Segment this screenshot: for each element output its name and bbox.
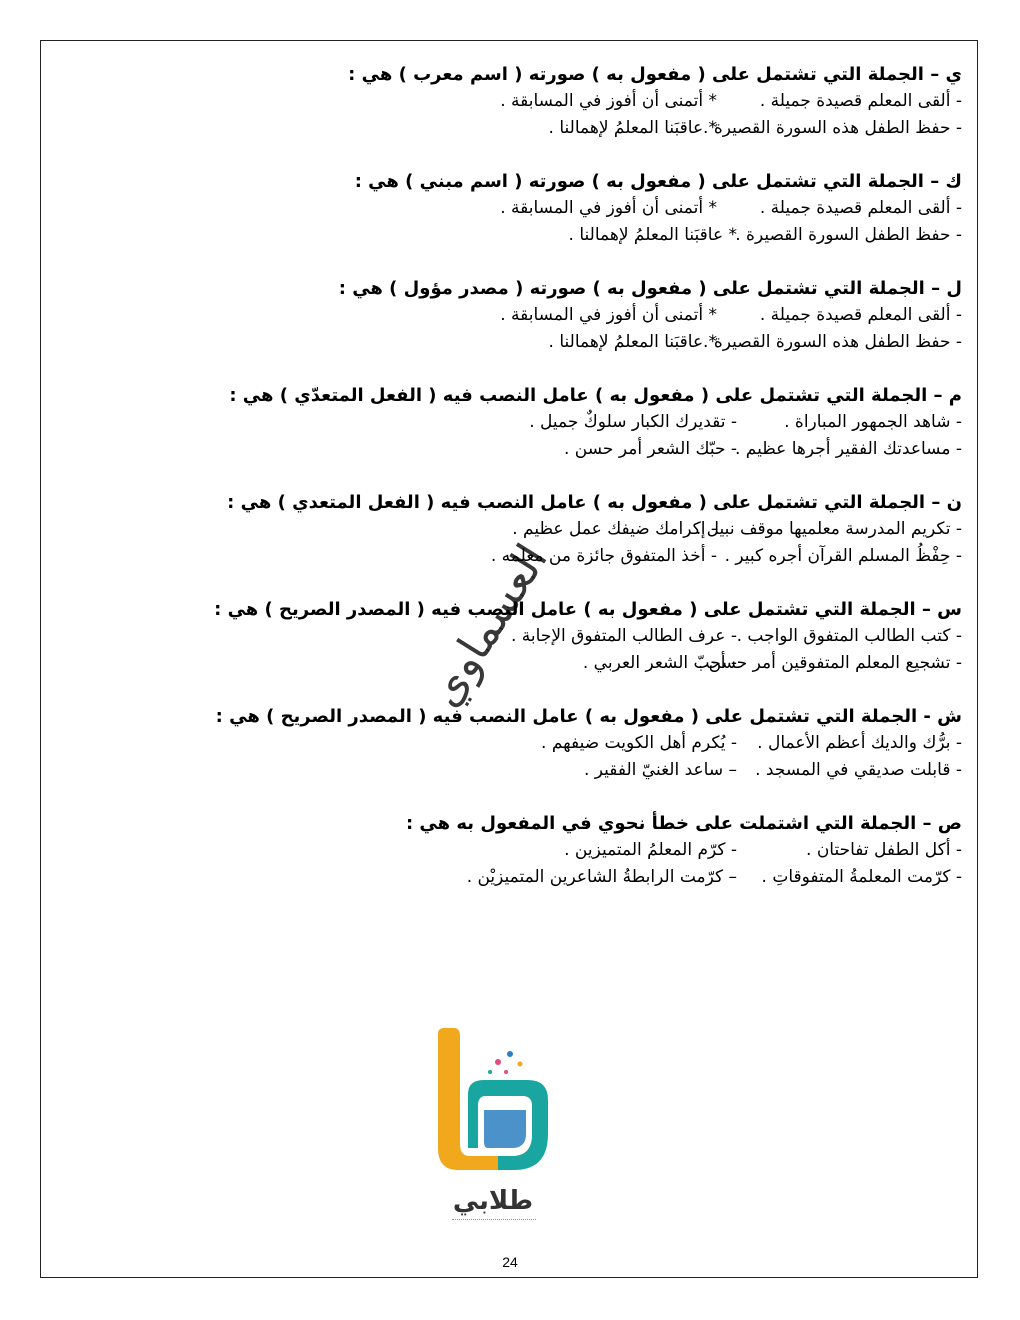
question-block bbox=[202, 62, 962, 142]
question-title: ن – الجملة التي تشتمل على ( مفعول به ) عامل النصب فيه ( الفعل المتعدي ) هي : bbox=[227, 492, 962, 513]
option-row bbox=[202, 195, 962, 222]
option-item: - ألقى المعلم قصيدة جميلة . bbox=[759, 198, 962, 218]
option-item: - ألقى المعلم قصيدة جميلة . bbox=[759, 305, 962, 325]
option-row bbox=[202, 730, 962, 757]
option-item: - إكرامك ضيفك عمل عظيم . bbox=[512, 519, 717, 539]
option-row bbox=[202, 436, 962, 463]
question-block bbox=[202, 383, 962, 463]
questions-list bbox=[202, 62, 962, 918]
option-row bbox=[202, 302, 962, 329]
option-item: - برُّك والديك أعظم الأعمال . bbox=[757, 733, 962, 753]
talabi-logo bbox=[428, 1024, 578, 1224]
option-row bbox=[202, 623, 962, 650]
option-row bbox=[202, 864, 962, 891]
question-title: ل – الجملة التي تشتمل على ( مفعول به ) صورته ( مصدر مؤول ) هي : bbox=[338, 278, 962, 299]
question-block bbox=[202, 169, 962, 249]
question-block bbox=[202, 597, 962, 677]
option-item: * أتمنى أن أفوز في المسابقة . bbox=[500, 198, 717, 218]
question-block bbox=[202, 811, 962, 891]
option-item: - عرف الطالب المتفوق الإجابة . bbox=[511, 626, 737, 646]
option-item: - حفظ الطفل هذه السورة القصيرة . bbox=[703, 118, 962, 138]
option-item: * أتمنى أن أفوز في المسابقة . bbox=[500, 305, 717, 325]
option-item: - حفظ الطفل هذه السورة القصيرة . bbox=[703, 332, 962, 352]
logo-mark-icon bbox=[428, 1024, 558, 1184]
question-title: م – الجملة التي تشتمل على ( مفعول به ) عامل النصب فيه ( الفعل المتعدّي ) هي : bbox=[229, 385, 962, 406]
question-title: س – الجملة التي تشتمل على ( مفعول به ) عامل النصب فيه ( المصدر الصريح ) هي : bbox=[214, 599, 962, 620]
question-block bbox=[202, 276, 962, 356]
option-item: - كرّمت المعلمةُ المتفوقاتِ . bbox=[761, 867, 962, 887]
option-item: - قابلت صديقي في المسجد . bbox=[755, 760, 962, 780]
option-item: - ألقى المعلم قصيدة جميلة . bbox=[759, 91, 962, 111]
logo-tagline bbox=[452, 1219, 536, 1223]
option-item: - أحبّ الشعر العربي . bbox=[582, 653, 737, 673]
option-item: - تقديرك الكبار سلوكٌ جميل . bbox=[529, 412, 737, 432]
handwritten-watermark: العسماوي bbox=[418, 535, 558, 716]
option-item: * عاقبَنا المعلمُ لإهمالنا . bbox=[548, 332, 717, 352]
question-title: ش - الجملة التي تشتمل على ( مفعول به ) عامل النصب فيه ( المصدر الصريح ) هي : bbox=[215, 706, 962, 727]
option-row bbox=[202, 516, 962, 543]
option-item: - تشجيع المعلم المتفوقين أمر حسن . bbox=[697, 653, 962, 673]
option-item: * عاقبَنا المعلمُ لإهمالنا . bbox=[548, 118, 717, 138]
question-title: ي – الجملة التي تشتمل على ( مفعول به ) صورته ( اسم معرب ) هي : bbox=[348, 64, 962, 85]
option-item: - تكريم المدرسة معلميها موقف نبيل . bbox=[695, 519, 962, 539]
question-block bbox=[202, 490, 962, 570]
option-item: - مساعدتك الفقير أجرها عظيم . bbox=[734, 439, 962, 459]
option-item: - حفظ الطفل السورة القصيرة . bbox=[735, 225, 962, 245]
option-item: - كرّم المعلمُ المتميزين . bbox=[564, 840, 737, 860]
option-row bbox=[202, 88, 962, 115]
option-row bbox=[202, 222, 962, 249]
option-row bbox=[202, 757, 962, 784]
option-item: * أتمنى أن أفوز في المسابقة . bbox=[500, 91, 717, 111]
option-item: - يُكرم أهل الكويت ضيفهم . bbox=[541, 733, 737, 753]
option-row bbox=[202, 837, 962, 864]
option-row bbox=[202, 329, 962, 356]
option-item: – كرّمت الرابطةُ الشاعرين المتميزيْن . bbox=[466, 867, 737, 887]
page-number: 24 bbox=[502, 1254, 518, 1270]
option-row bbox=[202, 543, 962, 570]
option-item: - حِفْظُ المسلم القرآن أجره كبير . bbox=[724, 546, 962, 566]
question-block bbox=[202, 704, 962, 784]
question-title: ص – الجملة التي اشتملت على خطأ نحوي في المفعول به هي : bbox=[405, 813, 962, 834]
option-item: - كتب الطالب المتفوق الواجب . bbox=[736, 626, 962, 646]
option-item: - حبّك الشعر أمر حسن . bbox=[564, 439, 737, 459]
option-row bbox=[202, 409, 962, 436]
option-item: - أخذ المتفوق جائزة من معلمه . bbox=[490, 546, 717, 566]
question-title: ك – الجملة التي تشتمل على ( مفعول به ) صورته ( اسم مبني ) هي : bbox=[354, 171, 962, 192]
option-row bbox=[202, 115, 962, 142]
logo-wordmark: طلابي bbox=[452, 1186, 534, 1216]
option-row bbox=[202, 650, 962, 677]
option-item: - شاهد الجمهور المباراة . bbox=[784, 412, 962, 432]
option-item: - أكل الطفل تفاحتان . bbox=[806, 840, 962, 860]
option-item: – ساعد الغنيّ الفقير . bbox=[583, 760, 737, 780]
option-item: * عاقبَنا المعلمُ لإهمالنا . bbox=[568, 225, 737, 245]
